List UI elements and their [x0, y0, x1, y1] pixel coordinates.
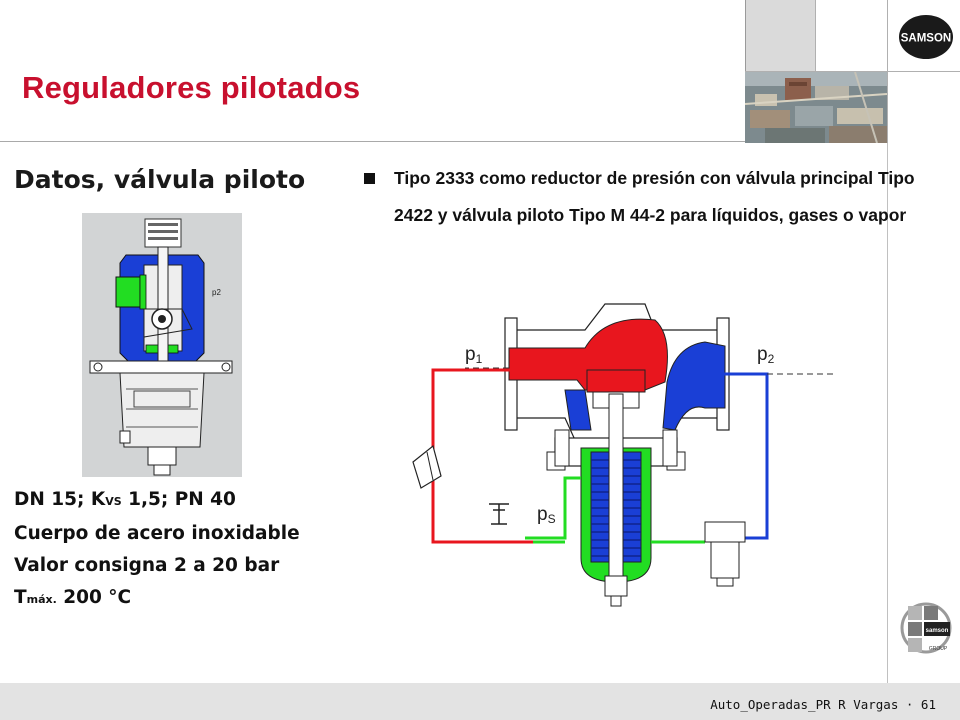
spec-pn-text: 1,5; PN 40	[121, 489, 236, 510]
svg-text:p1	[465, 344, 483, 366]
pilot-valve-illustration	[82, 213, 242, 477]
page-title: Reguladores pilotados	[22, 70, 361, 105]
p1-subscript: 1	[475, 352, 483, 366]
section-subtitle: Datos, válvula piloto	[14, 165, 306, 194]
p2-subscript: 2	[767, 352, 775, 366]
svg-text:p2	[757, 344, 775, 366]
footer-text: Auto_Operadas_PR R Vargas · 61	[710, 697, 936, 712]
group-logo-text: samson	[925, 628, 949, 634]
svg-text:pS	[537, 504, 556, 526]
aerial-photo	[745, 72, 887, 143]
spec-body-material: Cuerpo de acero inoxidable	[14, 523, 300, 544]
samson-logo	[897, 14, 955, 60]
spec-list	[14, 489, 334, 621]
p1-label: p	[465, 344, 476, 365]
samson-logo-text: SAMSON	[900, 32, 952, 45]
spec-dn-text: DN 15; K	[14, 489, 106, 510]
p2-label: p	[757, 344, 768, 365]
spec-dn-kvs-pn	[14, 489, 334, 513]
bullet-square-icon	[364, 173, 375, 184]
main-valve-diagram	[405, 290, 845, 610]
header-divider-line	[0, 141, 745, 142]
pilot-p2-label: p2	[212, 288, 221, 297]
spec-tmax-text: T	[14, 587, 27, 608]
spec-setpoint: Valor consigna 2 a 20 bar	[14, 555, 280, 576]
spec-kvs-sub: VS	[105, 495, 122, 508]
ps-subscript: S	[547, 512, 556, 526]
bullet-text: Tipo 2333 como reductor de presión con válvula principal Tipo 2422 y válvula piloto Tipo M 44-2 para líquidos, gases o vapor	[394, 168, 915, 225]
samson-group-logo	[896, 598, 956, 660]
spec-tmax	[14, 587, 334, 611]
ps-label: p	[537, 504, 548, 525]
spec-tmax-value: 200 °C	[56, 587, 132, 608]
header-grey-block	[745, 0, 815, 71]
spec-tmax-sub: máx.	[26, 593, 57, 606]
group-logo-label: GROUP	[928, 646, 948, 652]
